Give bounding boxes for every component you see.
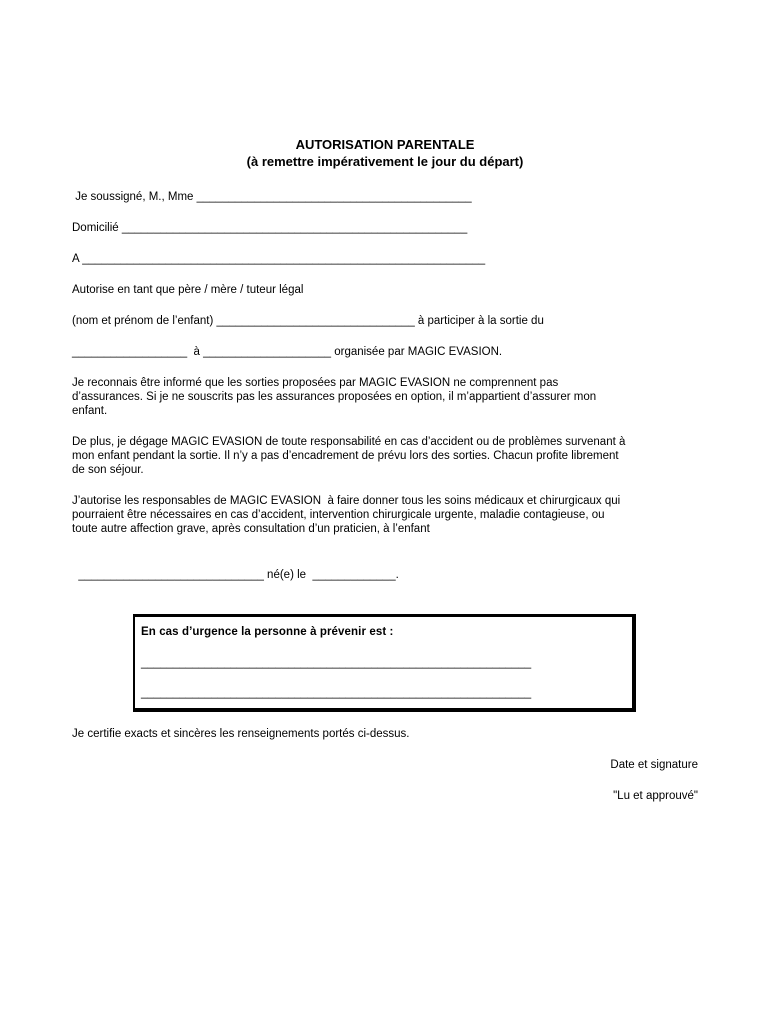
- paragraph-line: mon enfant pendant la sortie. Il n’y a pas d’encadrement de prévu lors des sorties. Chacun profite librement: [72, 450, 619, 462]
- a-line: A _______________________________________________________________: [72, 253, 486, 265]
- document-subtitle: (à remettre impérativement le jour du départ): [246, 154, 524, 169]
- emergency-contact-line-1: _____________________________________________________________: [141, 657, 532, 669]
- emergency-contact-box: [133, 614, 636, 712]
- paragraph-line: d’assurances. Si je ne souscrits pas les assurances proposées en option, il m’appartient d’assurer mon: [72, 391, 597, 403]
- responsibility-paragraph: [72, 435, 704, 477]
- emergency-contact-line-2: _____________________________________________________________: [141, 687, 532, 699]
- soussigne-line: Je soussigné, M., Mme ___________________________________________: [72, 191, 472, 203]
- dates-line: __________________ à ____________________ organisée par MAGIC EVASION.: [72, 346, 503, 358]
- autorise-line: Autorise en tant que père / mère / tuteur légal: [72, 284, 304, 296]
- paragraph-line: toute autre affection grave, après consultation d’un praticien, à l’enfant: [72, 523, 430, 535]
- emergency-contact-title: En cas d’urgence la personne à prévenir est :: [141, 626, 394, 638]
- insurance-paragraph: [72, 376, 704, 418]
- paragraph-line: enfant.: [72, 405, 108, 417]
- lu-approuve-label: "Lu et approuvé": [613, 790, 698, 802]
- medical-care-paragraph: [72, 494, 704, 536]
- paragraph-line: de son séjour.: [72, 464, 144, 476]
- paragraph-line: pourraient être nécessaires en cas d’accident, intervention chirurgicale urgente, maladie contagieuse, ou: [72, 509, 605, 521]
- document-title: AUTORISATION PARENTALE: [295, 137, 475, 152]
- nom-enfant-line: (nom et prénom de l’enfant) _______________________________ à participer à la sortie du: [72, 315, 544, 327]
- certification-line: Je certifie exacts et sincères les renseignements portés ci-dessus.: [72, 728, 410, 740]
- child-birthdate-line: _____________________________ né(e) le _____________.: [72, 569, 399, 581]
- paragraph-line: Je reconnais être informé que les sorties proposées par MAGIC EVASION ne comprennent pas: [72, 377, 559, 389]
- paragraph-line: J’autorise les responsables de MAGIC EVASION à faire donner tous les soins médicaux et chirurgicaux qui: [72, 495, 621, 507]
- domicilie-line: Domicilié ______________________________________________________: [72, 222, 468, 234]
- date-signature-label: Date et signature: [610, 759, 698, 771]
- paragraph-line: De plus, je dégage MAGIC EVASION de toute responsabilité en cas d’accident ou de problèmes survenant à: [72, 436, 626, 448]
